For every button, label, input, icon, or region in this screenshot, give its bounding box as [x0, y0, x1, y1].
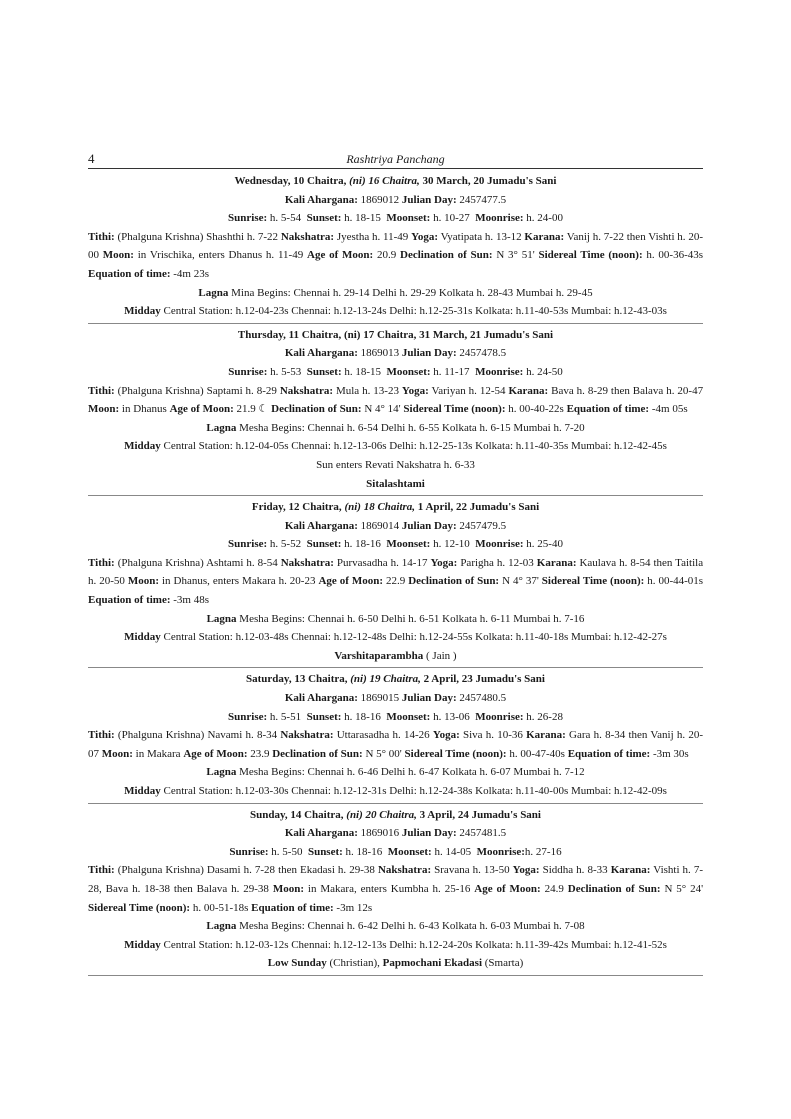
lagna-value: Mesha Begins: Chennai h. 6-50 Delhi h. 6-51 Kolkata h. 6-11 Mumbai h. 7-16: [239, 612, 585, 625]
nakshatra-label: Nakshatra:: [280, 230, 335, 243]
entry-lagna: [88, 763, 703, 782]
midday-label: Midday: [124, 631, 161, 644]
kali-label: Kali Ahargana:: [284, 692, 358, 705]
moonset-label: Moonset:: [386, 710, 431, 723]
entry-details: [88, 861, 703, 917]
festival-note-2: (Smarta): [482, 957, 524, 970]
lagna-label: Lagna: [206, 766, 237, 779]
date-text: Sunday, 14 Chaitra,: [250, 808, 347, 821]
moonset-label: Moonset:: [386, 538, 431, 551]
lagna-value: Mesha Begins: Chennai h. 6-46 Delhi h. 6-47 Kolkata h. 6-07 Mumbai h. 7-12: [239, 766, 585, 779]
age-value: 22.9: [386, 575, 406, 588]
lagna-value: Mesha Begins: Chennai h. 6-42 Delhi h. 6-43 Kolkata h. 6-03 Mumbai h. 7-08: [239, 920, 585, 933]
sunset-label: Sunset:: [307, 845, 343, 858]
sunset-label: Sunset:: [306, 365, 342, 378]
sidereal-label: Sidereal Time (noon):: [541, 575, 645, 588]
entry-lagna: [88, 917, 703, 936]
yoga-label: Yoga:: [401, 384, 429, 397]
moonrise-label: Moonrise:: [475, 538, 524, 551]
entry-festival: Sitalashtami: [366, 477, 425, 490]
lagna-label: Lagna: [206, 421, 237, 434]
moonrise-label: Moonrise:: [475, 365, 524, 378]
sunrise-value: h. 5-53: [270, 365, 302, 378]
tithi-label: Tithi:: [88, 864, 115, 877]
tithi-label: Tithi:: [88, 556, 115, 569]
nakshatra-value: Mula h. 13-23: [335, 384, 399, 397]
entry-date: [88, 172, 703, 191]
julian-value: 2457480.5: [459, 692, 507, 705]
tithi-label: Tithi:: [88, 384, 115, 397]
karana-value: Vishti h. 7-28, Bava h. 18-38 then Balava h. 29-38: [88, 864, 704, 895]
entry-kali-julian: [88, 517, 703, 536]
date-text: Wednesday, 10 Chaitra,: [234, 175, 350, 187]
sunrise-label: Sunrise:: [229, 845, 269, 858]
julian-label: Julian Day:: [401, 827, 457, 840]
tithi-value: (Phalguna Krishna) Ashtami h. 8-54: [117, 556, 278, 569]
sunrise-value: h. 5-52: [269, 538, 302, 551]
sunset-value: h. 18-15: [344, 365, 382, 378]
yoga-value: Vyatipata h. 13-12: [440, 230, 522, 243]
equation-value: -4m 23s: [173, 267, 209, 280]
sunset-value: h. 18-16: [345, 845, 383, 858]
lagna-value: Mesha Begins: Chennai h. 6-54 Delhi h. 6-55 Kolkata h. 6-15 Mumbai h. 7-20: [239, 421, 585, 434]
moonrise-value: h. 27-16: [524, 845, 562, 858]
moon-value: in Vrischika, enters Dhanus h. 11-49: [137, 249, 304, 262]
nakshatra-label: Nakshatra:: [280, 729, 334, 742]
moon-value: in Dhanus: [121, 403, 167, 416]
nakshatra-value: Uttarasadha h. 14-26: [336, 729, 430, 742]
date-text-rest: 1 April, 22 Jumadu's Sani: [415, 501, 540, 514]
entry-sun-moon: [88, 708, 703, 727]
moonrise-value: h. 24-50: [526, 365, 563, 378]
date-ni: (ni) 20 Chaitra,: [346, 808, 417, 821]
midday-label: Midday: [124, 785, 161, 797]
age-label: Age of Moon:: [318, 575, 384, 588]
festival-name: Varshitaparambha: [334, 649, 424, 662]
date-ni: (ni) 19 Chaitra,: [350, 673, 421, 686]
kali-label: Kali Ahargana:: [284, 827, 358, 840]
moonset-label: Moonset:: [386, 365, 431, 378]
kali-value: 1869012: [360, 193, 400, 206]
festival-name: Low Sunday: [267, 957, 327, 970]
equation-label: Equation of time:: [251, 901, 334, 914]
entry-date: [88, 498, 703, 517]
lagna-value: Mina Begins: Chennai h. 29-14 Delhi h. 29-29 Kolkata h. 28-43 Mumbai h. 29-45: [231, 286, 593, 299]
entry-festival: [88, 954, 703, 973]
festival-name-2: Papmochani Ekadasi: [382, 957, 483, 970]
moonrise-value: h. 25-40: [526, 538, 563, 551]
entry-details: [88, 554, 703, 610]
entry-extra: Sun enters Revati Nakshatra h. 6-33: [316, 458, 475, 471]
declination-label: Declination of Sun:: [272, 747, 363, 760]
yoga-label: Yoga:: [430, 556, 458, 569]
page-number: 4: [88, 151, 95, 166]
declination-value: N 4° 14': [364, 403, 401, 416]
sunset-value: h. 18-15: [344, 212, 381, 225]
sunrise-label: Sunrise:: [228, 212, 268, 225]
moonrise-label: Moonrise:: [475, 212, 524, 225]
sunset-value: h. 18-16: [344, 538, 381, 551]
day-entry-wednesday: [88, 172, 703, 324]
sidereal-value: h. 00-51-18s: [192, 901, 249, 914]
kali-label: Kali Ahargana:: [284, 347, 358, 360]
entry-details: [88, 726, 703, 763]
entry-midday: [88, 437, 703, 456]
sunset-value: h. 18-16: [344, 710, 381, 723]
karana-label: Karana:: [526, 729, 566, 742]
sidereal-label: Sidereal Time (noon):: [88, 901, 191, 914]
kali-value: 1869013: [360, 347, 400, 360]
moonset-value: h. 14-05: [434, 845, 472, 858]
yoga-value: Parigha h. 12-03: [460, 556, 534, 569]
age-label: Age of Moon:: [183, 747, 248, 760]
karana-value: Bava h. 8-29 then Balava h. 20-47: [551, 384, 704, 397]
midday-value: Central Station: h.12-03-30s Chennai: h.12-12-31s Delhi: h.12-24-38s Kolkata: h.11-40-00s Mumbai: h.12-42-09s: [163, 785, 667, 797]
moonset-value: h. 11-17: [433, 365, 470, 378]
kali-label: Kali Ahargana:: [284, 193, 358, 206]
equation-label: Equation of time:: [88, 267, 171, 280]
equation-value: -3m 48s: [173, 594, 209, 607]
declination-value: N 4° 37': [502, 575, 539, 588]
tithi-value: (Phalguna Krishna) Saptami h. 8-29: [117, 384, 277, 397]
yoga-value: Siva h. 10-36: [462, 729, 523, 742]
sunrise-value: h. 5-51: [269, 710, 302, 723]
nakshatra-label: Nakshatra:: [377, 864, 432, 877]
declination-label: Declination of Sun:: [400, 249, 493, 262]
age-value: 24.9: [544, 882, 564, 895]
entry-details: [88, 382, 703, 419]
day-entry-thursday: [88, 326, 703, 496]
sidereal-value: h. 00-40-22s: [508, 403, 564, 416]
moonset-value: h. 13-06: [433, 710, 470, 723]
moonrise-value: h. 24-00: [526, 212, 563, 225]
midday-value: Central Station: h.12-03-48s Chennai: h.12-12-48s Delhi: h.12-24-55s Kolkata: h.11-40-18s Mumbai: h.12-42-27s: [163, 631, 667, 644]
declination-label: Declination of Sun:: [408, 575, 500, 588]
sunrise-label: Sunrise:: [228, 365, 268, 378]
age-value: 20.9: [377, 249, 397, 262]
sidereal-value: h. 00-36-43s: [646, 249, 704, 262]
moon-value: in Makara: [135, 747, 181, 760]
lagna-label: Lagna: [206, 612, 237, 625]
yoga-value: Siddha h. 8-33: [542, 864, 608, 877]
entry-date: [88, 670, 703, 689]
moon-label: Moon:: [88, 403, 120, 416]
moon-value: in Dhanus, enters Makara h. 20-23: [161, 575, 316, 588]
yoga-value: Variyan h. 12-54: [431, 384, 506, 397]
karana-value: Kaulava h. 8-54 then Taitila h. 20-50: [88, 556, 704, 588]
entry-details: [88, 228, 703, 284]
moonrise-label: Moonrise:: [475, 710, 524, 723]
entry-sun-moon: [88, 209, 703, 228]
date-text: Saturday, 13 Chaitra,: [246, 673, 351, 686]
declination-value: N 3° 51': [496, 249, 535, 262]
entry-festival: [88, 647, 703, 666]
equation-label: Equation of time:: [566, 403, 650, 416]
julian-label: Julian Day:: [401, 193, 457, 206]
midday-value: Central Station: h.12-04-23s Chennai: h.12-13-24s Delhi: h.12-25-31s Kolkata: h.11-40-53s Mumbai: h.12-43-03s: [163, 305, 667, 318]
karana-label: Karana:: [536, 556, 577, 569]
entry-sun-moon: [88, 363, 703, 382]
entry-kali-julian: [88, 191, 703, 210]
moon-label: Moon:: [101, 747, 133, 760]
nakshatra-value: Purvasadha h. 14-17: [336, 556, 428, 569]
sidereal-label: Sidereal Time (noon):: [538, 249, 643, 262]
entry-date: [88, 806, 703, 825]
date-text: Friday, 12 Chaitra,: [251, 501, 345, 514]
kali-value: 1869015: [360, 692, 400, 705]
julian-value: 2457477.5: [459, 193, 507, 206]
declination-value: N 5° 24': [664, 882, 704, 895]
equation-value: -3m 30s: [652, 747, 689, 760]
sunrise-value: h. 5-50: [271, 845, 303, 858]
declination-label: Declination of Sun:: [271, 403, 362, 416]
equation-label: Equation of time:: [567, 747, 651, 760]
age-value: 23.9: [250, 747, 270, 760]
festival-note: ( Jain ): [423, 649, 457, 662]
sunrise-label: Sunrise:: [228, 710, 268, 723]
moon-label: Moon:: [127, 575, 160, 588]
sidereal-value: h. 00-44-01s: [647, 575, 704, 588]
entry-sun-moon: [88, 535, 703, 554]
entry-kali-julian: [88, 824, 703, 843]
kali-label: Kali Ahargana:: [284, 519, 358, 532]
day-entry-sunday: [88, 806, 703, 976]
midday-value: Central Station: h.12-03-12s Chennai: h.12-12-13s Delhi: h.12-24-20s Kolkata: h.11-39-42s Mumbai: h.12-41-52s: [163, 938, 667, 951]
tithi-value: (Phalguna Krishna) Shashthi h. 7-22: [117, 230, 279, 243]
lagna-label: Lagna: [206, 920, 237, 933]
julian-label: Julian Day:: [401, 692, 457, 705]
midday-label: Midday: [124, 440, 161, 453]
sidereal-label: Sidereal Time (noon):: [404, 747, 507, 760]
entry-kali-julian: [88, 689, 703, 708]
karana-value: Vanij h. 7-22 then Vishti h. 20-00: [88, 230, 704, 262]
kali-value: 1869016: [360, 827, 400, 840]
day-entry-friday: [88, 498, 703, 668]
nakshatra-value: Jyestha h. 11-49: [336, 230, 409, 243]
moonset-value: h. 12-10: [433, 538, 470, 551]
entry-sun-moon: [88, 843, 703, 862]
sidereal-label: Sidereal Time (noon):: [403, 403, 506, 416]
age-label: Age of Moon:: [169, 403, 234, 416]
moonset-value: h. 10-27: [433, 212, 470, 225]
entry-lagna: [88, 284, 703, 303]
running-header: Rashtriya Panchang: [346, 152, 445, 166]
julian-value: 2457479.5: [459, 519, 507, 532]
age-label: Age of Moon:: [474, 882, 541, 895]
nakshatra-label: Nakshatra:: [279, 384, 334, 397]
equation-label: Equation of time:: [88, 594, 171, 607]
festival-note: (Christian),: [326, 957, 383, 970]
tithi-value: (Phalguna Krishna) Navami h. 8-34: [117, 729, 278, 742]
sunrise-label: Sunrise:: [228, 538, 268, 551]
nakshatra-value: Sravana h. 13-50: [434, 864, 510, 877]
karana-label: Karana:: [524, 230, 565, 243]
entry-midday: [88, 628, 703, 647]
moonset-label: Moonset:: [386, 212, 431, 225]
entry-midday: [88, 936, 703, 955]
sunrise-value: h. 5-54: [269, 212, 302, 225]
julian-value: 2457481.5: [459, 827, 507, 840]
kali-value: 1869014: [360, 519, 400, 532]
header-rule: [88, 168, 703, 169]
midday-label: Midday: [124, 938, 161, 951]
panchang-content: [88, 172, 703, 978]
nakshatra-label: Nakshatra:: [280, 556, 334, 569]
karana-label: Karana:: [508, 384, 549, 397]
declination-label: Declination of Sun:: [567, 882, 661, 895]
entry-kali-julian: [88, 344, 703, 363]
sunset-label: Sunset:: [306, 710, 342, 723]
moon-label: Moon:: [272, 882, 305, 895]
entry-lagna: [88, 610, 703, 629]
midday-value: Central Station: h.12-04-05s Chennai: h.12-13-06s Delhi: h.12-25-13s Kolkata: h.11-40-35s Mumbai: h.12-42-45s: [163, 440, 667, 453]
tithi-value: (Phalguna Krishna) Dasami h. 7-28 then Ekadasi h. 29-38: [117, 864, 375, 877]
age-value: 21.9 ☾: [236, 403, 269, 416]
yoga-label: Yoga:: [411, 230, 438, 243]
declination-value: N 5° 00': [365, 747, 402, 760]
moon-value: in Makara, enters Kumbha h. 25-16: [307, 882, 471, 895]
karana-label: Karana:: [610, 864, 651, 877]
julian-label: Julian Day:: [401, 347, 457, 360]
sidereal-value: h. 00-47-40s: [509, 747, 565, 760]
yoga-label: Yoga:: [432, 729, 460, 742]
date-ni: (ni) 18 Chaitra,: [344, 501, 416, 514]
entry-date: [88, 326, 703, 345]
midday-label: Midday: [124, 305, 161, 318]
sunset-label: Sunset:: [306, 212, 342, 225]
yoga-label: Yoga:: [512, 864, 540, 877]
age-label: Age of Moon:: [307, 249, 374, 262]
moon-label: Moon:: [102, 249, 134, 262]
entry-lagna: [88, 419, 703, 438]
date-text-rest: 3 April, 24 Jumadu's Sani: [416, 808, 541, 821]
moonrise-value: h. 26-28: [526, 710, 563, 723]
date-text-rest: 2 April, 23 Jumadu's Sani: [420, 673, 545, 686]
date-ni: (ni) 16 Chaitra,: [349, 175, 420, 187]
julian-label: Julian Day:: [401, 519, 457, 532]
date-text-rest: 30 March, 20 Jumadu's Sani: [419, 175, 557, 187]
moonrise-label: Moonrise:: [476, 845, 525, 858]
tithi-label: Tithi:: [88, 230, 115, 243]
entry-midday: [88, 302, 703, 321]
date-text: Thursday, 11 Chaitra, (ni) 17 Chaitra, 31 March, 21 Jumadu's Sani: [237, 328, 554, 341]
entry-midday: [88, 782, 703, 801]
equation-value: -4m 05s: [651, 403, 688, 416]
sunset-label: Sunset:: [306, 538, 342, 551]
equation-value: -3m 12s: [336, 901, 373, 914]
moonset-label: Moonset:: [387, 845, 432, 858]
tithi-label: Tithi:: [88, 729, 115, 742]
lagna-label: Lagna: [198, 286, 229, 299]
julian-value: 2457478.5: [459, 347, 507, 360]
day-entry-saturday: [88, 670, 703, 803]
karana-value: Gara h. 8-34 then Vanij h. 20-07: [88, 729, 703, 760]
